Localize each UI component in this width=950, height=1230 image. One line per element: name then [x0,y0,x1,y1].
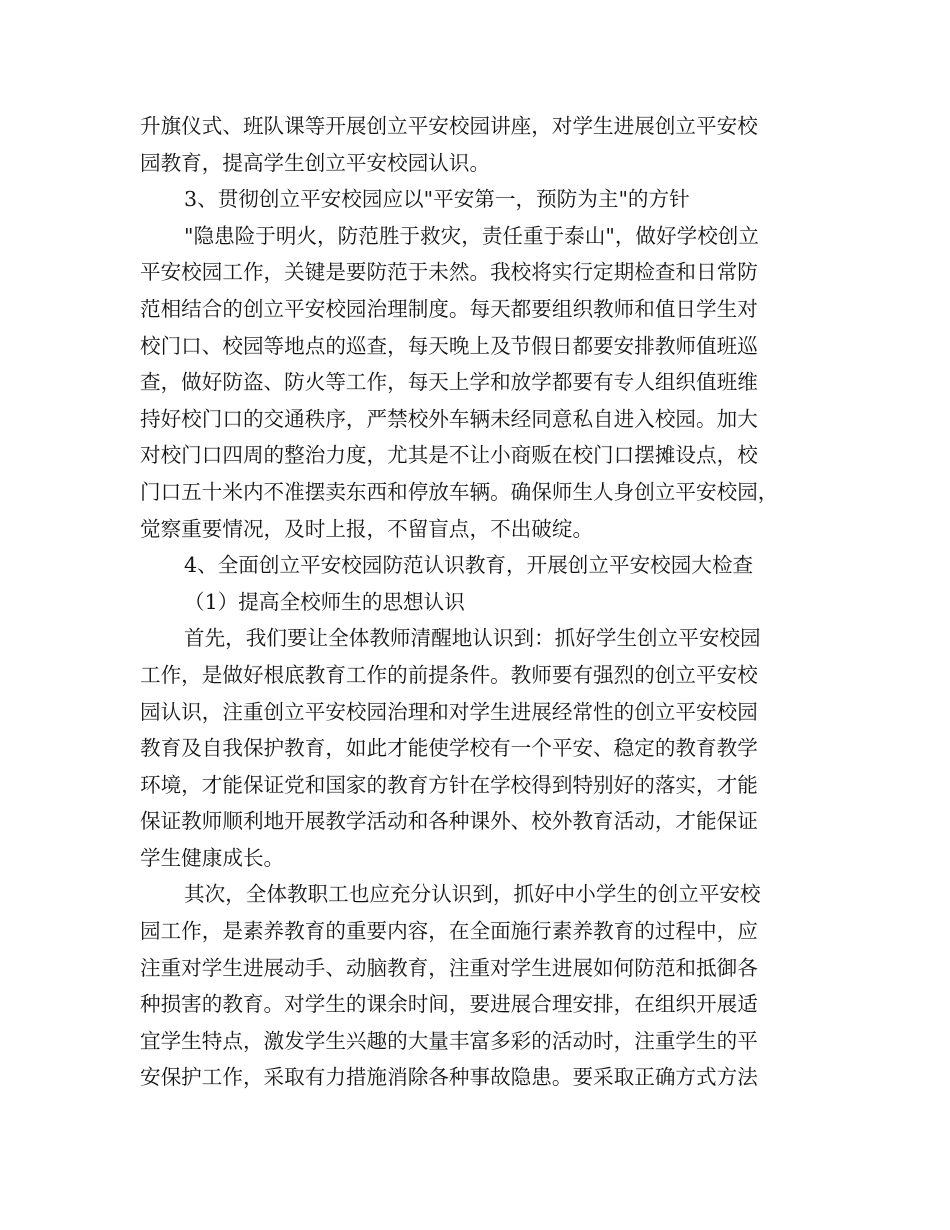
text-line: 注重对学生进展动手、动脑教育，注重对学生进展如何防范和抵御各 [140,955,758,980]
text-line: 种损害的教育。对学生的课余时间，要进展合理安排，在组织开展适 [140,992,758,1017]
text-line: 园认识，注重创立平安校园治理和对学生进展经常性的创立平安校园 [140,699,758,724]
text-line: 其次，全体教职工也应充分认识到，抓好中小学生的创立平安校 [184,882,761,907]
text-line: 首先，我们要让全体教师清醒地认识到：抓好学生创立平安校园 [184,626,761,651]
text-line: 查，做好防盗、防火等工作，每天上学和放学都要有专人组织值班维 [140,370,758,395]
subsection-heading: （1）提高全校师生的思想认识 [184,589,465,614]
text-line: 园工作，是素养教育的重要内容，在全面施行素养教育的过程中，应 [140,919,758,944]
section-heading: 4、全面创立平安校园防范认识教育，开展创立平安校园大检查 [184,553,754,578]
text-line: 教育及自我保护教育，如此才能使学校有一个平安、稳定的教育教学 [140,736,758,761]
text-line: 宜学生特点，激发学生兴趣的大量丰富多彩的活动时，注重学生的平 [140,1028,758,1053]
section-heading: 3、贯彻创立平安校园应以"平安第一，预防为主"的方针 [184,187,690,212]
text-line: 门口五十米内不准摆卖东西和停放车辆。确保师生人身创立平安校园， [140,479,779,504]
text-line: 持好校门口的交通秩序，严禁校外车辆未经同意私自进入校园。加大 [140,406,758,431]
text-line: 校门口、校园等地点的巡查，每天晚上及节假日都要安排教师值班巡 [140,333,758,358]
text-line: 范相结合的创立平安校园治理制度。每天都要组织教师和值日学生对 [140,296,758,321]
text-line: 保证教师顺利地开展教学活动和各种课外、校外教育活动，才能保证 [140,809,758,834]
text-line: 园教育，提高学生创立平安校园认识。 [140,150,491,175]
text-line: 觉察重要情况，及时上报，不留盲点，不出破绽。 [140,516,594,541]
text-line: 升旗仪式、班队课等开展创立平安校园讲座，对学生进展创立平安校 [140,114,758,138]
text-line: 环境，才能保证党和国家的教育方针在学校得到特别好的落实，才能 [140,772,758,797]
text-line: 安保护工作，采取有力措施消除各种事故隐患。要采取正确方式方法 [140,1065,758,1090]
text-line: 工作，是做好根底教育工作的前提条件。教师要有强烈的创立平安校 [140,662,758,687]
text-line: "隐患险于明火，防范胜于救灾，责任重于泰山"，做好学校创立 [184,223,759,248]
text-line: 学生健康成长。 [140,845,285,870]
document-body [140,108,820,1096]
text-line: 对校门口四周的整治力度，尤其是不让小商贩在校门口摆摊设点，校 [140,443,758,468]
text-line: 平安校园工作，关键是要防范于未然。我校将实行定期检查和日常防 [140,260,758,285]
